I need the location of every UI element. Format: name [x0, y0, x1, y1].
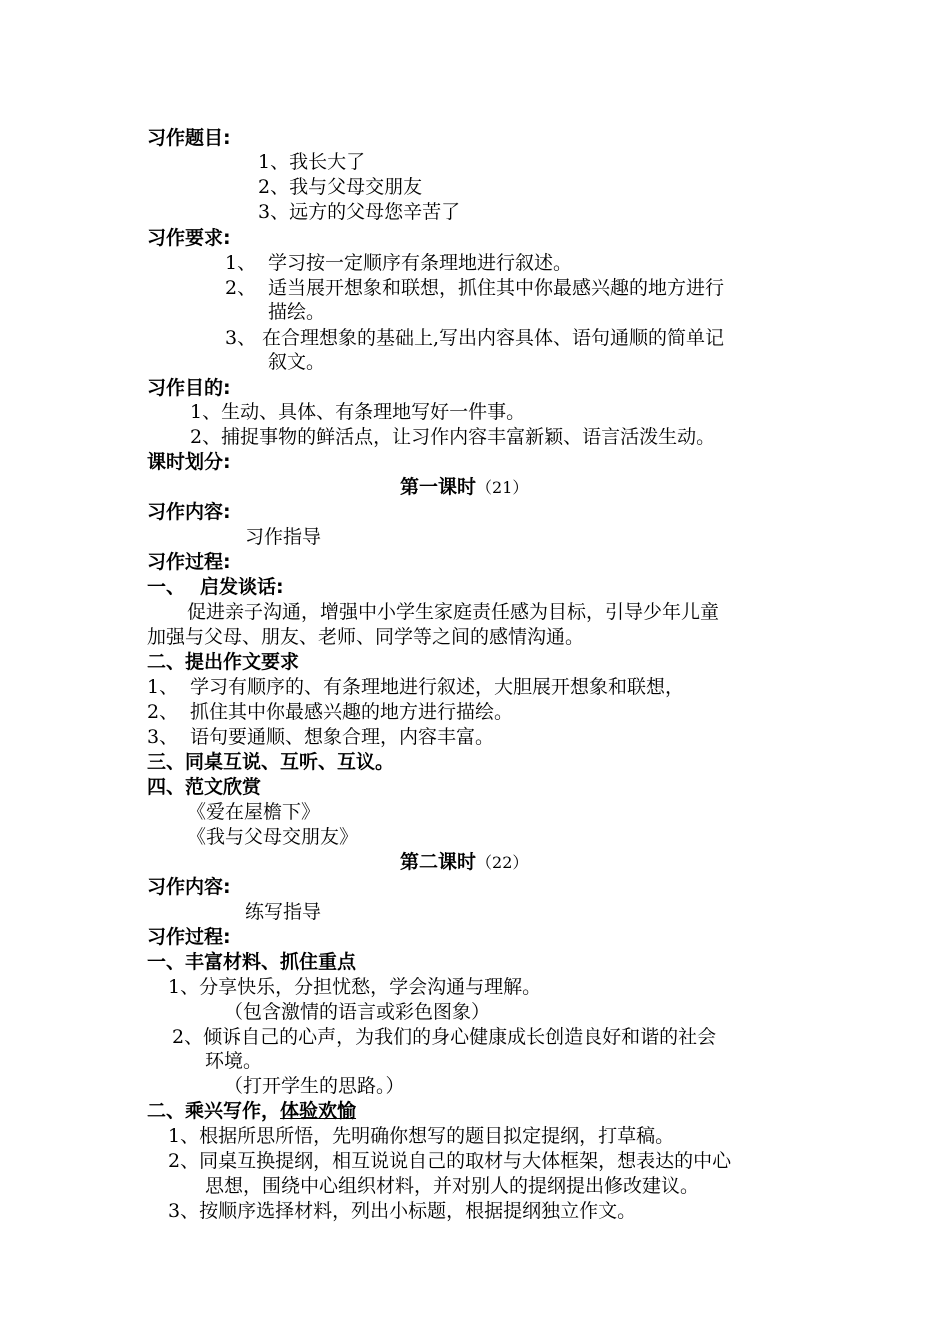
topic-item-3: 3、远方的父母您辛苦了	[258, 201, 461, 223]
requirement-num-1: 1、	[225, 252, 257, 274]
lesson2-code: （22）	[476, 853, 529, 872]
lesson2-s2-item-3: 3、按顺序选择材料，列出小标题，根据提纲独立作文。	[168, 1200, 637, 1222]
lesson1-s1-num: 一、	[147, 576, 186, 598]
lesson1-s2-num-2: 2、	[147, 701, 179, 723]
topics-heading: 习作题目:	[147, 127, 231, 149]
lesson1-process-heading: 习作过程:	[147, 551, 231, 573]
lesson1-s1-para-2: 加强与父母、朋友、老师、同学等之间的感情沟通。	[147, 626, 585, 648]
lesson1-s4-title: 四、范文欣赏	[147, 776, 262, 798]
lesson1-s4-item-1: 《爱在屋檐下》	[187, 801, 321, 823]
lesson1-s3-title: 三、同桌互说、互听、互议。	[147, 751, 395, 773]
lesson1-s1-para-1: 促进亲子沟通，增强中小学生家庭责任感为目标，引导少年儿童	[187, 601, 720, 623]
lesson2-s1-item-2-cont: 环境。	[205, 1050, 263, 1072]
lesson2-content-heading: 习作内容:	[147, 876, 231, 898]
requirement-text-1: 学习按一定顺序有条理地进行叙述。	[268, 252, 573, 274]
requirement-num-3: 3、	[225, 327, 257, 349]
lesson1-s4-item-2: 《我与父母交朋友》	[187, 826, 359, 848]
lesson2-s2-item-2: 2、同桌互换提纲，相互说说自己的取材与大体框架，想表达的中心	[168, 1150, 732, 1172]
lesson1-s1-title: 启发谈话:	[200, 576, 284, 598]
lesson1-s2-text-2: 抓住其中你最感兴趣的地方进行描绘。	[190, 701, 514, 723]
lesson1-content-heading: 习作内容:	[147, 501, 231, 523]
lesson2-title-text: 第二课时	[400, 851, 477, 873]
lesson2-s1-title: 一、丰富材料、抓住重点	[147, 951, 357, 973]
topic-item-2: 2、我与父母交朋友	[258, 176, 423, 198]
requirement-text-2-cont: 描绘。	[268, 301, 326, 323]
lesson1-code: （21）	[476, 478, 529, 497]
lesson1-s2-text-1: 学习有顺序的、有条理地进行叙述，大胆展开想象和联想，	[190, 676, 685, 698]
requirement-num-2: 2、	[225, 277, 257, 299]
purpose-heading: 习作目的:	[147, 377, 231, 399]
lesson2-s1-note-2: （打开学生的思路。）	[224, 1075, 405, 1097]
lesson2-process-heading: 习作过程:	[147, 926, 231, 948]
lesson1-s2-title: 二、提出作文要求	[147, 651, 300, 673]
lesson2-title	[400, 850, 528, 875]
purpose-item-2: 2、捕捉事物的鲜活点，让习作内容丰富新颖、语言活泼生动。	[190, 426, 716, 448]
lesson1-title	[400, 475, 528, 500]
lesson1-s2-text-3: 语句要通顺、想象合理，内容丰富。	[190, 726, 495, 748]
requirement-text-3-cont: 叙文。	[268, 351, 326, 373]
lesson2-s2-item-1: 1、根据所思所悟，先明确你想写的题目拟定提纲，打草稿。	[168, 1125, 675, 1147]
lesson2-s2-prefix: 二、乘兴写作，	[147, 1100, 281, 1122]
lesson2-s1-item-1: 1、分享快乐，分担忧愁，学会沟通与理解。	[168, 976, 542, 998]
lesson1-title-text: 第一课时	[400, 476, 477, 498]
requirement-text-3: 在合理想象的基础上,写出内容具体、语句通顺的简单记	[262, 327, 725, 349]
lesson1-s2-num-3: 3、	[147, 726, 179, 748]
lesson2-s2-title	[147, 1099, 356, 1123]
lesson2-s1-item-2: 2、倾诉自己的心声，为我们的身心健康成长创造良好和谐的社会	[172, 1026, 717, 1048]
requirement-text-2: 适当展开想象和联想，抓住其中你最感兴趣的地方进行	[268, 277, 725, 299]
lesson1-s2-num-1: 1、	[147, 676, 179, 698]
requirements-heading: 习作要求:	[147, 227, 231, 249]
lesson2-s2-item-2-cont: 思想，围绕中心组织材料，并对别人的提纲提出修改建议。	[205, 1175, 700, 1197]
purpose-item-1: 1、生动、具体、有条理地写好一件事。	[190, 401, 526, 423]
lesson2-s2-underlined: 体验欢愉	[280, 1100, 357, 1122]
lesson1-content: 习作指导	[245, 526, 322, 548]
lesson2-content: 练写指导	[245, 901, 322, 923]
topic-item-1: 1、我长大了	[258, 151, 366, 173]
schedule-heading: 课时划分:	[147, 451, 231, 473]
lesson2-s1-note-1: （包含激情的语言或彩色图象）	[224, 1001, 491, 1023]
